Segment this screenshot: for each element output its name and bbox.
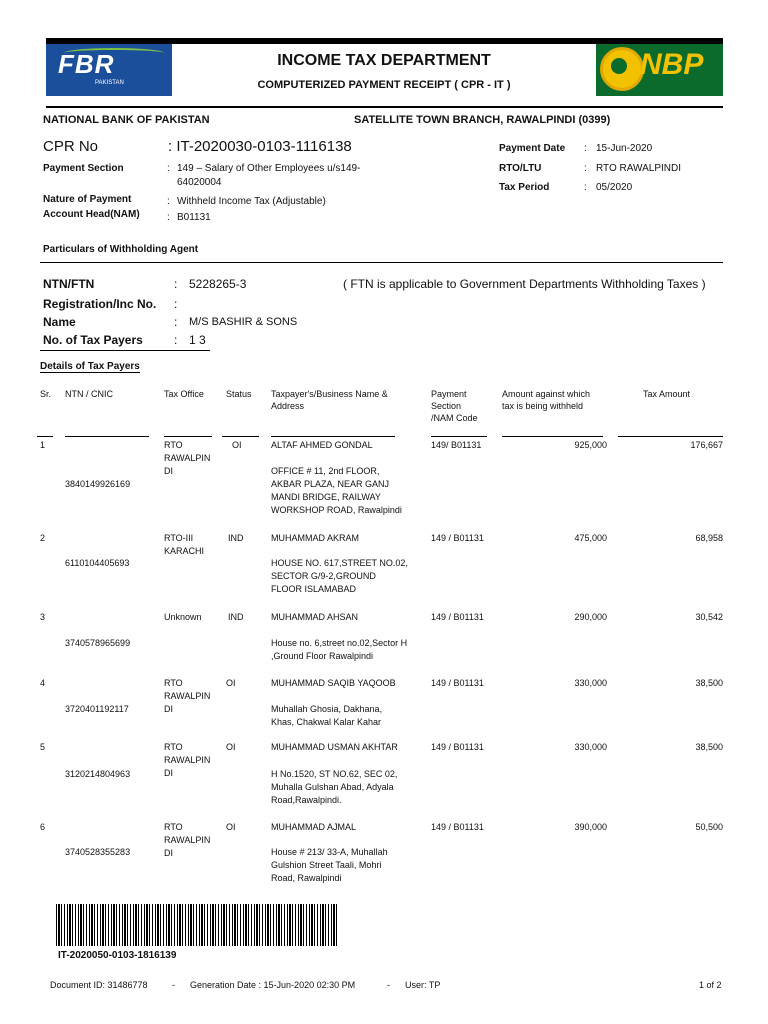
row-status: IND <box>228 533 244 543</box>
row-tax-office: RTO-III <box>164 533 194 543</box>
row-address: Khas, Chakwal Kalar Kahar <box>271 717 382 727</box>
row-tax-amount: 176,667 <box>690 440 723 450</box>
row-address: WORKSHOP ROAD, Rawalpindi <box>271 505 402 515</box>
row-cnic: 6110104405693 <box>65 558 130 568</box>
barcode-text: IT-2020050-0103-1816139 <box>58 950 177 961</box>
colon: : <box>174 277 178 291</box>
row-tax-office: RAWALPIN <box>164 835 211 845</box>
divider <box>40 350 210 351</box>
row-tax-office: DI <box>164 466 173 476</box>
col-underline <box>271 436 395 437</box>
barcode <box>56 904 338 946</box>
row-tax-office: RTO <box>164 440 183 450</box>
row-amount: 475,000 <box>574 533 607 543</box>
colon: : <box>584 182 587 193</box>
row-section: 149 / B01131 <box>431 612 484 622</box>
document-id: Document ID: 31486778 <box>50 980 148 990</box>
col-header-name: Taxpayer's/Business Name & <box>271 389 388 399</box>
row-tax-office: RAWALPIN <box>164 755 211 765</box>
registration-label: Registration/Inc No. <box>43 297 157 311</box>
generation-date: Generation Date : 15-Jun-2020 02:30 PM <box>190 980 356 990</box>
row-amount: 925,000 <box>574 440 607 450</box>
row-tax-office: Unknown <box>164 612 202 622</box>
user: User: TP <box>405 980 441 990</box>
nbp-logo-text: NBP <box>640 48 704 81</box>
rto-value: RTO RAWALPINDI <box>596 163 682 174</box>
agent-name-value: M/S BASHIR & SONS <box>189 316 298 328</box>
agent-section-title: Particulars of Withholding Agent <box>43 244 199 255</box>
row-address: MANDI BRIDGE, RAILWAY <box>271 492 381 502</box>
row-address: Muhallah Ghosia, Dakhana, <box>271 704 383 714</box>
row-status: OI <box>226 742 236 752</box>
row-sr: 3 <box>40 612 46 622</box>
bank-name: NATIONAL BANK OF PAKISTAN <box>43 114 210 126</box>
row-status: OI <box>232 440 242 450</box>
row-taxpayer-name: MUHAMMAD SAQIB YAQOOB <box>271 678 396 688</box>
page-title: INCOME TAX DEPARTMENT <box>277 52 491 69</box>
row-cnic: 3740528355283 <box>65 847 131 857</box>
row-address: H No.1520, ST NO.62, SEC 02, <box>271 769 398 779</box>
row-address: AKBAR PLAZA, NEAR GANJ <box>271 479 390 489</box>
col-underline <box>618 436 723 437</box>
row-amount: 330,000 <box>574 742 607 752</box>
row-cnic: 3720401192117 <box>65 704 129 714</box>
row-taxpayer-name: ALTAF AHMED GONDAL <box>271 440 373 450</box>
cpr-label: CPR No <box>43 138 99 155</box>
row-address: House # 213/ 33-A, Muhallah <box>271 847 388 857</box>
row-tax-amount: 68,958 <box>695 533 723 543</box>
page-subtitle: COMPUTERIZED PAYMENT RECEIPT ( CPR - IT ) <box>257 79 511 91</box>
fbr-logo-text: FBR <box>58 49 115 79</box>
col-underline <box>164 436 212 437</box>
taxpayers-count-value: 1 3 <box>189 333 206 347</box>
row-address: House no. 6,street no.02,Sector H <box>271 638 408 648</box>
nature-of-payment-value: Withheld Income Tax (Adjustable) <box>177 196 326 207</box>
row-tax-amount: 38,500 <box>695 742 723 752</box>
row-section: 149/ B01131 <box>431 440 482 450</box>
col-header-address: Address <box>271 401 305 411</box>
payment-date-label: Payment Date <box>499 143 566 154</box>
row-tax-office: DI <box>164 704 173 714</box>
row-tax-office: RTO <box>164 742 183 752</box>
row-sr: 2 <box>40 533 46 543</box>
col-header-payment: Payment <box>431 389 467 399</box>
colon: : <box>174 297 178 311</box>
payment-date-value: 15-Jun-2020 <box>596 143 653 154</box>
row-tax-office: RAWALPIN <box>164 691 211 701</box>
fbr-logo-subtext: PAKISTAN <box>95 80 124 86</box>
row-sr: 4 <box>40 678 46 688</box>
branch-name: SATELLITE TOWN BRANCH, RAWALPINDI (0399) <box>354 114 611 126</box>
taxpayers-count-label: No. of Tax Payers <box>43 333 143 347</box>
colon: : <box>584 143 587 154</box>
col-underline <box>37 436 53 437</box>
ntn-label: NTN/FTN <box>43 277 95 291</box>
row-address: Road, Rawalpindi <box>271 873 342 883</box>
row-taxpayer-name: MUHAMMAD AJMAL <box>271 822 357 832</box>
row-address: OFFICE # 11, 2nd FLOOR, <box>271 466 380 476</box>
row-cnic: 3840149926169 <box>65 479 131 489</box>
row-taxpayer-name: MUHAMMAD USMAN AKHTAR <box>271 742 398 752</box>
rto-label: RTO/LTU <box>499 163 542 174</box>
row-cnic: 3740578965699 <box>65 638 131 648</box>
col-header-status: Status <box>226 389 252 399</box>
colon: : <box>584 163 587 174</box>
col-underline <box>502 436 603 437</box>
row-tax-office: DI <box>164 848 173 858</box>
row-address: FLOOR ISLAMABAD <box>271 584 357 594</box>
row-address: Road,Rawalpindi. <box>271 795 342 805</box>
row-address: Gulshion Street Taali, Mohri <box>271 860 382 870</box>
col-underline <box>222 436 259 437</box>
col-header-nam-code: /NAM Code <box>431 413 478 423</box>
row-tax-amount: 50,500 <box>695 822 723 832</box>
colon: : <box>167 212 170 223</box>
row-amount: 390,000 <box>574 822 607 832</box>
row-section: 149 / B01131 <box>431 533 484 543</box>
row-taxpayer-name: MUHAMMAD AHSAN <box>271 612 359 622</box>
row-tax-amount: 30,542 <box>695 612 723 622</box>
row-tax-office: RAWALPIN <box>164 453 211 463</box>
payment-section-value: 149 – Salary of Other Employees u/s149- <box>177 163 361 174</box>
nature-of-payment-label: Nature of Payment <box>43 194 132 205</box>
row-tax-office: RTO <box>164 678 183 688</box>
tax-period-value: 05/2020 <box>596 182 633 193</box>
row-amount: 330,000 <box>574 678 607 688</box>
col-header-tax-office: Tax Office <box>164 389 204 399</box>
tax-period-label: Tax Period <box>499 182 550 193</box>
row-status: OI <box>226 822 236 832</box>
page-number: 1 of 2 <box>699 980 722 990</box>
colon: : <box>167 163 170 174</box>
row-address: Muhalla Gulshan Abad, Adyala <box>271 782 394 792</box>
colon: : <box>174 315 178 329</box>
account-head-label: Account Head(NAM) <box>43 209 140 220</box>
col-header-section: Section <box>431 401 462 411</box>
col-header-amount: Amount against which <box>502 389 591 399</box>
row-status: IND <box>228 612 244 622</box>
row-address: HOUSE NO. 617,STREET NO.02, <box>271 558 408 568</box>
row-tax-office: DI <box>164 768 173 778</box>
col-header-tax-amount: Tax Amount <box>643 389 691 399</box>
payment-section-value-cont: 64020004 <box>177 177 222 188</box>
colon: : <box>167 196 170 207</box>
footer-separator: - <box>387 980 390 990</box>
agent-name-label: Name <box>43 315 76 329</box>
account-head-value: B01131 <box>177 212 211 223</box>
col-underline <box>65 436 149 437</box>
row-status: OI <box>226 678 236 688</box>
row-taxpayer-name: MUHAMMAD AKRAM <box>271 533 360 543</box>
row-section: 149 / B01131 <box>431 678 484 688</box>
col-header-amount-cont: tax is being withheld <box>502 401 584 411</box>
row-section: 149 / B01131 <box>431 742 484 752</box>
row-tax-amount: 38,500 <box>695 678 723 688</box>
row-sr: 5 <box>40 742 46 752</box>
col-header-ntn: NTN / CNIC <box>65 389 113 399</box>
footer-separator: - <box>172 980 175 990</box>
row-section: 149 / B01131 <box>431 822 484 832</box>
divider <box>40 262 723 263</box>
row-tax-office: RTO <box>164 822 183 832</box>
row-amount: 290,000 <box>574 612 607 622</box>
cpr-number: : IT-2020030-0103-1116138 <box>168 138 352 155</box>
ntn-value: 5228265-3 <box>189 277 247 291</box>
payment-section-label: Payment Section <box>43 163 124 174</box>
row-tax-office: KARACHI <box>164 546 205 556</box>
row-cnic: 3120214804963 <box>65 769 131 779</box>
row-address: SECTOR G/9-2,GROUND <box>271 571 376 581</box>
row-sr: 6 <box>40 822 46 832</box>
col-underline <box>431 436 487 437</box>
colon: : <box>174 333 178 347</box>
col-header-sr: Sr. <box>40 389 52 399</box>
details-section-title: Details of Tax Payers <box>40 361 140 372</box>
row-address: ,Ground Floor Rawalpindi <box>271 651 374 661</box>
nbp-emblem-center <box>611 58 627 74</box>
ftn-note: ( FTN is applicable to Government Departments Withholding Taxes ) <box>343 277 706 291</box>
row-sr: 1 <box>40 440 46 450</box>
